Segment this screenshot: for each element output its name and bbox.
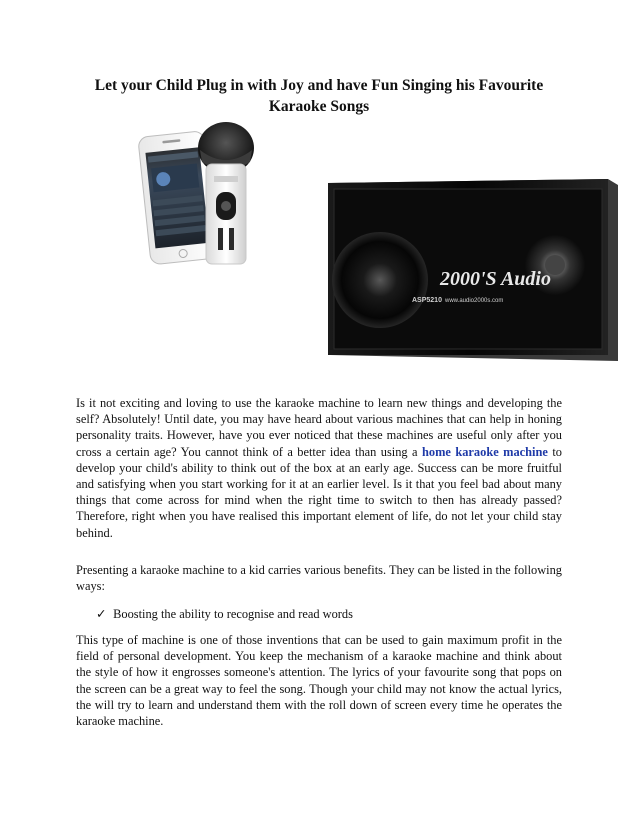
speaker-url-text: www.audio2000s.com (445, 298, 504, 304)
paragraph-intro-text-before: Is it not exciting and loving to use the karaoke machine to learn new things and developing the self? Absolutely! Until date, you may have heard about various machines that can help in honing personality traits. However, have you ever noticed that these machines are useful only after you cross a certain age? You cannot think of a better idea than using a (76, 396, 562, 459)
home-karaoke-machine-link[interactable]: home karaoke machine (422, 444, 548, 459)
paragraph-benefits-intro: Presenting a karaoke machine to a kid carries various benefits. They can be listed in the following ways: (76, 563, 562, 594)
phone-microphone-image (130, 120, 280, 270)
paragraph-intro-text-after: to develop your child's ability to think out of the box at an early age. Success can be more fruitful and satisfying when you start working for it at an earlier level. Is it that you feel bad about many things that come across for mind when the right time to switch to then has already passed? Therefore, right when you have realised this important element of life, do not let your child stay behind. (76, 444, 562, 540)
speaker-brand-text: 2000'S Audio (440, 268, 551, 290)
bullet-text: Boosting the ability to recognise and read words (113, 607, 353, 621)
bullet-item (96, 606, 353, 622)
document-title: Let your Child Plug in with Joy and have Fun Singing his Favourite Karaoke Songs (94, 77, 544, 115)
karaoke-speaker-image (320, 175, 620, 365)
check-icon: ✓ (96, 607, 107, 621)
paragraph-personal-development: This type of machine is one of those inventions that can be used to gain maximum profit in the field of personal development. You keep the mechanism of a karaoke machine and think about the style of how it engrosses someone's attention. The lyrics of your favourite song that pops on the screen can be a great way to feel the song. Though your child may not know the actual lyrics, the will try to learn and understand them with the roll down of screen every time he operates the karaoke machine. (76, 633, 562, 729)
speaker-model-text: ASP5210 (412, 297, 442, 304)
paragraph-intro (76, 395, 562, 541)
